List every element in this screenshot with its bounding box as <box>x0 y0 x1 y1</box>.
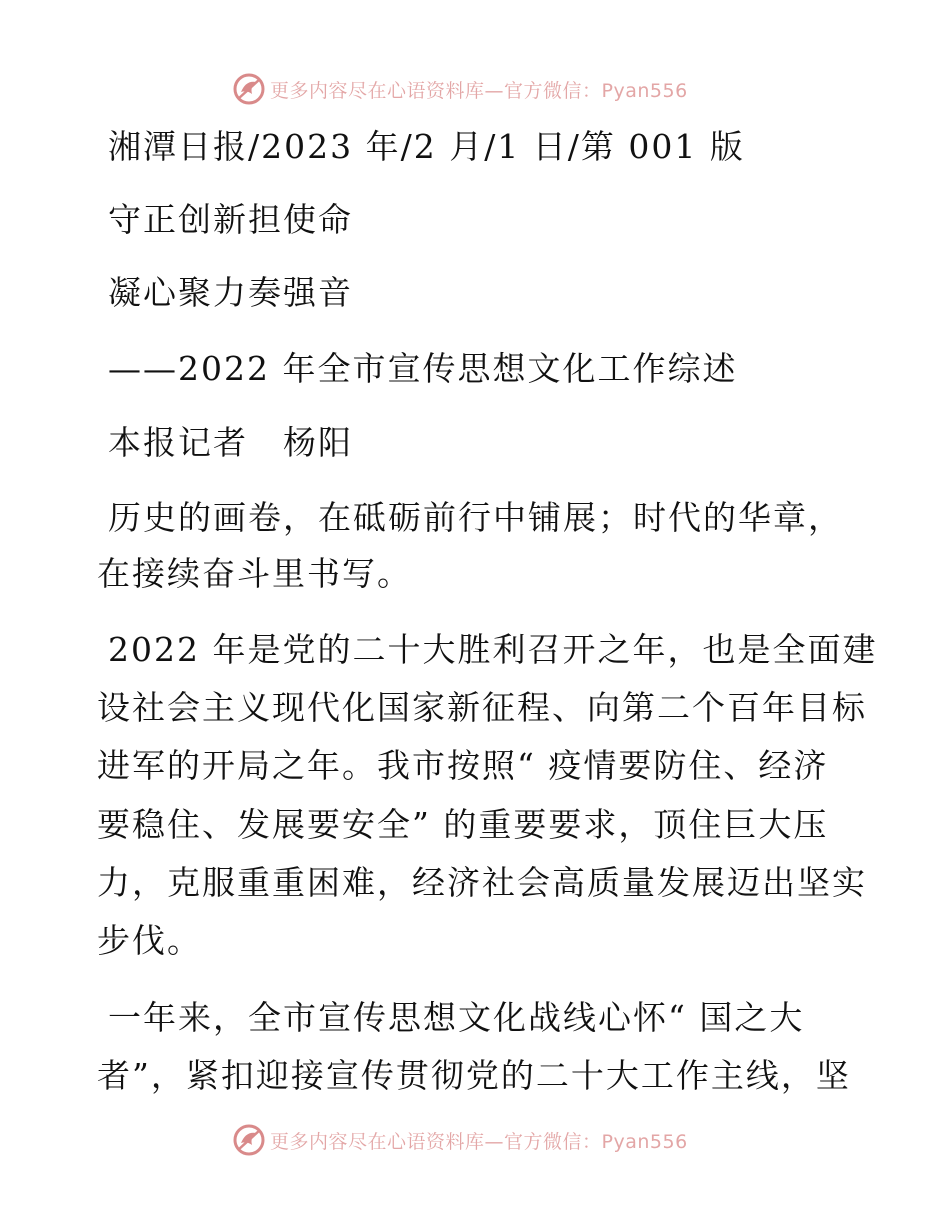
paragraph-2-line-4: 要稳住、发展要安全” 的重要要求，顶住巨大压 <box>97 805 829 844</box>
red-seal-logo-icon <box>232 1123 266 1157</box>
title-line-2: 凝心聚力奏强音 <box>108 273 353 312</box>
watermark-text: 更多内容尽在心语资料库—官方微信：Pyan556 <box>270 1130 688 1153</box>
author-line: 本报记者 杨阳 <box>108 423 353 462</box>
paragraph-2-line-1: 2022 年是党的二十大胜利召开之年，也是全面建 <box>108 630 878 669</box>
paragraph-1-line-1: 历史的画卷，在砥砺前行中铺展；时代的华章， <box>108 498 843 537</box>
header-watermark <box>232 71 688 107</box>
paragraph-3-line-2: 者”，紧扣迎接宣传贯彻党的二十大工作主线，坚 <box>97 1056 851 1095</box>
paragraph-2-line-2: 设社会主义现代化国家新征程、向第二个百年目标 <box>97 688 867 727</box>
red-seal-logo-icon <box>232 72 266 106</box>
title-line-1: 守正创新担使命 <box>108 200 353 239</box>
paragraph-3-line-1: 一年来，全市宣传思想文化战线心怀“ 国之大 <box>108 998 805 1037</box>
paragraph-2-line-6: 步伐。 <box>97 921 202 960</box>
footer-watermark <box>232 1122 688 1158</box>
watermark-text: 更多内容尽在心语资料库—官方微信：Pyan556 <box>270 79 688 102</box>
paragraph-2-line-3: 进军的开局之年。我市按照“ 疫情要防住、经济 <box>97 746 829 785</box>
paragraph-1-line-2: 在接续奋斗里书写。 <box>97 554 412 593</box>
paragraph-2-line-5: 力，克服重重困难，经济社会高质量发展迈出坚实 <box>97 863 867 902</box>
source-byline: 湘潭日报/2023 年/2 月/1 日/第 001 版 <box>108 127 745 166</box>
subtitle: ——2022 年全市宣传思想文化工作综述 <box>108 349 738 388</box>
